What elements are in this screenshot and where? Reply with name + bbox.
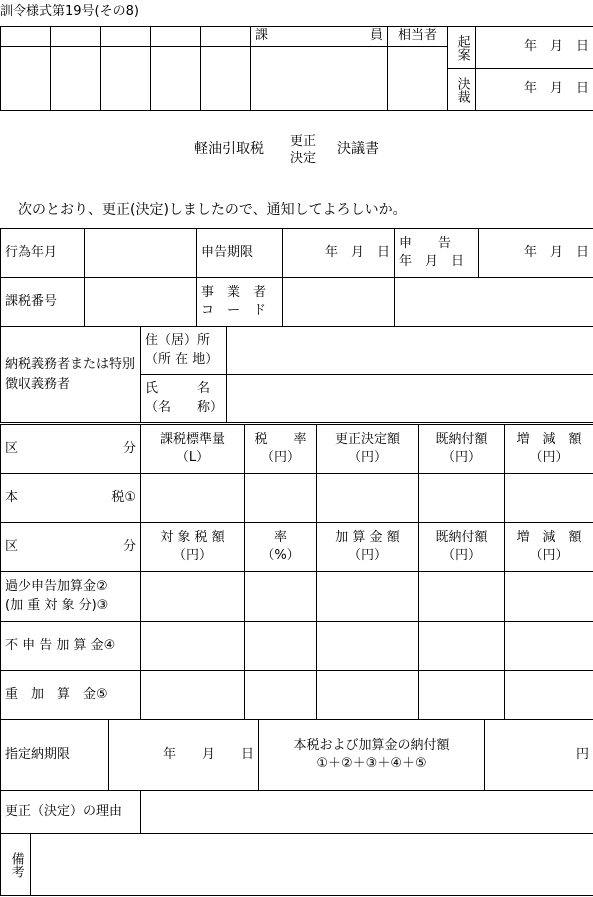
payment-table (0, 719, 593, 791)
classification-start: 区 (5, 538, 19, 554)
decision-date[interactable]: 年 月 日 (476, 69, 593, 111)
header-bottom: （円） (347, 450, 387, 465)
remarks-label: 備考 (1, 834, 31, 896)
act-date-value[interactable] (85, 229, 197, 278)
payment-total-label (259, 720, 485, 791)
approval-cell[interactable] (101, 27, 151, 47)
tax-number-label: 課税番号 (1, 278, 85, 327)
table-cell[interactable] (245, 671, 317, 720)
tax-classification-header (1, 425, 141, 474)
table-cell[interactable] (141, 572, 245, 622)
approval-cell[interactable] (101, 47, 151, 111)
form-label: 訓令様式第19号(その8) (0, 4, 139, 19)
address-bottom: （所 在 地） (145, 351, 219, 367)
table-cell[interactable] (245, 572, 317, 622)
penalty-header (317, 523, 419, 572)
approval-cell[interactable] (1, 27, 51, 47)
penalty-classification-header (1, 523, 141, 572)
table-cell[interactable] (317, 622, 419, 671)
reason-table (0, 790, 593, 834)
header-bottom: （L） (175, 450, 210, 465)
title-suffix: 決議書 (337, 141, 379, 157)
header-top: 増 減 額 (516, 529, 582, 545)
code-label: コ ー ド (201, 303, 267, 318)
header-top: 更正決定額 (334, 431, 400, 447)
header-top: 既納付額 (435, 431, 488, 447)
table-cell[interactable] (317, 671, 419, 720)
draft-date[interactable]: 年 月 日 (476, 27, 593, 69)
name-bottom: （名 称） (145, 399, 224, 415)
name-label (141, 375, 227, 423)
tax-header (419, 425, 505, 474)
tax-header (317, 425, 419, 474)
main-tax-start: 本 (5, 489, 19, 505)
approval-cell[interactable] (201, 47, 251, 111)
penalty-header (505, 523, 593, 572)
header-bottom: （円） (529, 548, 569, 563)
address-label (141, 327, 227, 375)
tax-header (141, 425, 245, 474)
under-report-top: 過少申告加算金② (5, 579, 108, 595)
title-decision: 決定 (290, 151, 317, 166)
table-cell[interactable] (419, 474, 505, 523)
approval-table (0, 26, 593, 111)
classification-end: 分 (122, 440, 136, 456)
under-report-label (1, 572, 141, 622)
business-label: 事 業 者 (201, 284, 267, 300)
taxpayer-label: 納税義務者または特別徴収義務者 (1, 327, 141, 423)
tax-header (505, 425, 593, 474)
payment-deadline-value[interactable]: 年 月 日 (109, 720, 259, 791)
header-top: 加 算 金 額 (335, 529, 400, 545)
table-cell[interactable] (141, 671, 245, 720)
penalty-header (141, 523, 245, 572)
member-label: 員 (369, 28, 383, 44)
main-table-top (0, 228, 593, 327)
report-deadline-value[interactable]: 年 月 日 (283, 229, 395, 278)
decision-label: 決裁 (448, 69, 476, 111)
intro-text: 次のとおり、更正(決定)しましたので、通知してよろしいか。 (18, 202, 407, 218)
header-bottom: （円） (441, 548, 481, 563)
table-cell[interactable] (245, 622, 317, 671)
table-cell[interactable] (505, 474, 593, 523)
header-bottom: （円） (172, 548, 212, 563)
title-correction: 更正 (290, 134, 317, 149)
reason-value[interactable] (141, 791, 593, 834)
table-cell[interactable] (141, 474, 245, 523)
approval-cell[interactable] (51, 27, 101, 47)
header-bottom: （%） (261, 548, 300, 563)
header-top: 率 (273, 529, 287, 545)
table-cell[interactable] (317, 572, 419, 622)
approval-cell[interactable] (1, 47, 51, 111)
page-title (194, 130, 394, 166)
report-date-value[interactable]: 年 月 日 (479, 229, 593, 278)
header-top: 課税標準量 (159, 431, 225, 447)
name-value[interactable] (227, 375, 593, 423)
header-top: 既納付額 (435, 529, 488, 545)
business-code-label (197, 278, 283, 327)
remarks-table (0, 833, 593, 896)
business-code-value[interactable] (283, 278, 395, 327)
header-top: 税 率 (254, 431, 307, 447)
approval-cell[interactable] (51, 47, 101, 111)
name-top: 氏 名 (145, 381, 211, 397)
main-tax-label (1, 474, 141, 523)
report-ymd-label: 年 月 日 (399, 254, 465, 269)
penalty-header (419, 523, 505, 572)
title-prefix: 軽油引取税 (194, 141, 264, 157)
header-bottom: （円） (441, 450, 481, 465)
approval-cell[interactable] (151, 27, 201, 47)
classification-end: 分 (122, 538, 136, 554)
business-code-extra[interactable] (395, 278, 593, 327)
draft-label: 起案 (448, 27, 476, 69)
tax-number-value[interactable] (85, 278, 197, 327)
payment-total-value[interactable]: 円 (485, 720, 593, 791)
person-header: 相当者 (388, 27, 448, 47)
address-value[interactable] (227, 327, 593, 375)
person-cell[interactable] (388, 47, 448, 111)
table-cell[interactable] (419, 671, 505, 720)
section-member-cell[interactable] (251, 47, 388, 111)
table-cell[interactable] (419, 622, 505, 671)
table-cell[interactable] (317, 474, 419, 523)
payment-deadline-label: 指定納期限 (1, 720, 109, 791)
section-member-header (251, 27, 388, 47)
header-bottom: （円） (260, 450, 300, 465)
taxpayer-table (0, 326, 593, 423)
approval-cell[interactable] (201, 27, 251, 47)
under-report-bottom: (加 重 対 象 分)③ (5, 597, 109, 613)
table-cell[interactable] (141, 622, 245, 671)
payment-total-formula: ①＋②＋③＋④＋⑤ (316, 756, 427, 771)
classification-start: 区 (5, 440, 19, 456)
payment-total-top: 本税および加算金の納付額 (293, 737, 450, 753)
heavy-penalty-label: 重 加 算 金⑤ (1, 671, 141, 720)
main-tax-end: 税① (111, 489, 136, 505)
table-cell[interactable] (505, 671, 593, 720)
report-date-label (395, 229, 479, 278)
act-date-label: 行為年月 (1, 229, 85, 278)
address-top: 住（居）所 (145, 333, 211, 349)
remarks-value[interactable] (31, 834, 593, 896)
header-top: 対 象 税 額 (160, 529, 225, 545)
table-cell[interactable] (245, 474, 317, 523)
reason-label: 更正（決定）の理由 (1, 791, 141, 834)
tax-header (245, 425, 317, 474)
section-label: 課 (255, 28, 269, 44)
no-report-label: 不 申 告 加 算 金④ (1, 622, 141, 671)
report-deadline-label: 申告期限 (197, 229, 283, 278)
table-cell[interactable] (505, 622, 593, 671)
table-cell[interactable] (505, 572, 593, 622)
header-bottom: （円） (347, 548, 387, 563)
penalty-header (245, 523, 317, 572)
header-top: 増 減 額 (516, 431, 582, 447)
table-cell[interactable] (419, 572, 505, 622)
approval-cell[interactable] (151, 47, 201, 111)
header-bottom: （円） (529, 450, 569, 465)
report-label: 申 告 (399, 235, 452, 251)
tax-table (0, 424, 593, 720)
